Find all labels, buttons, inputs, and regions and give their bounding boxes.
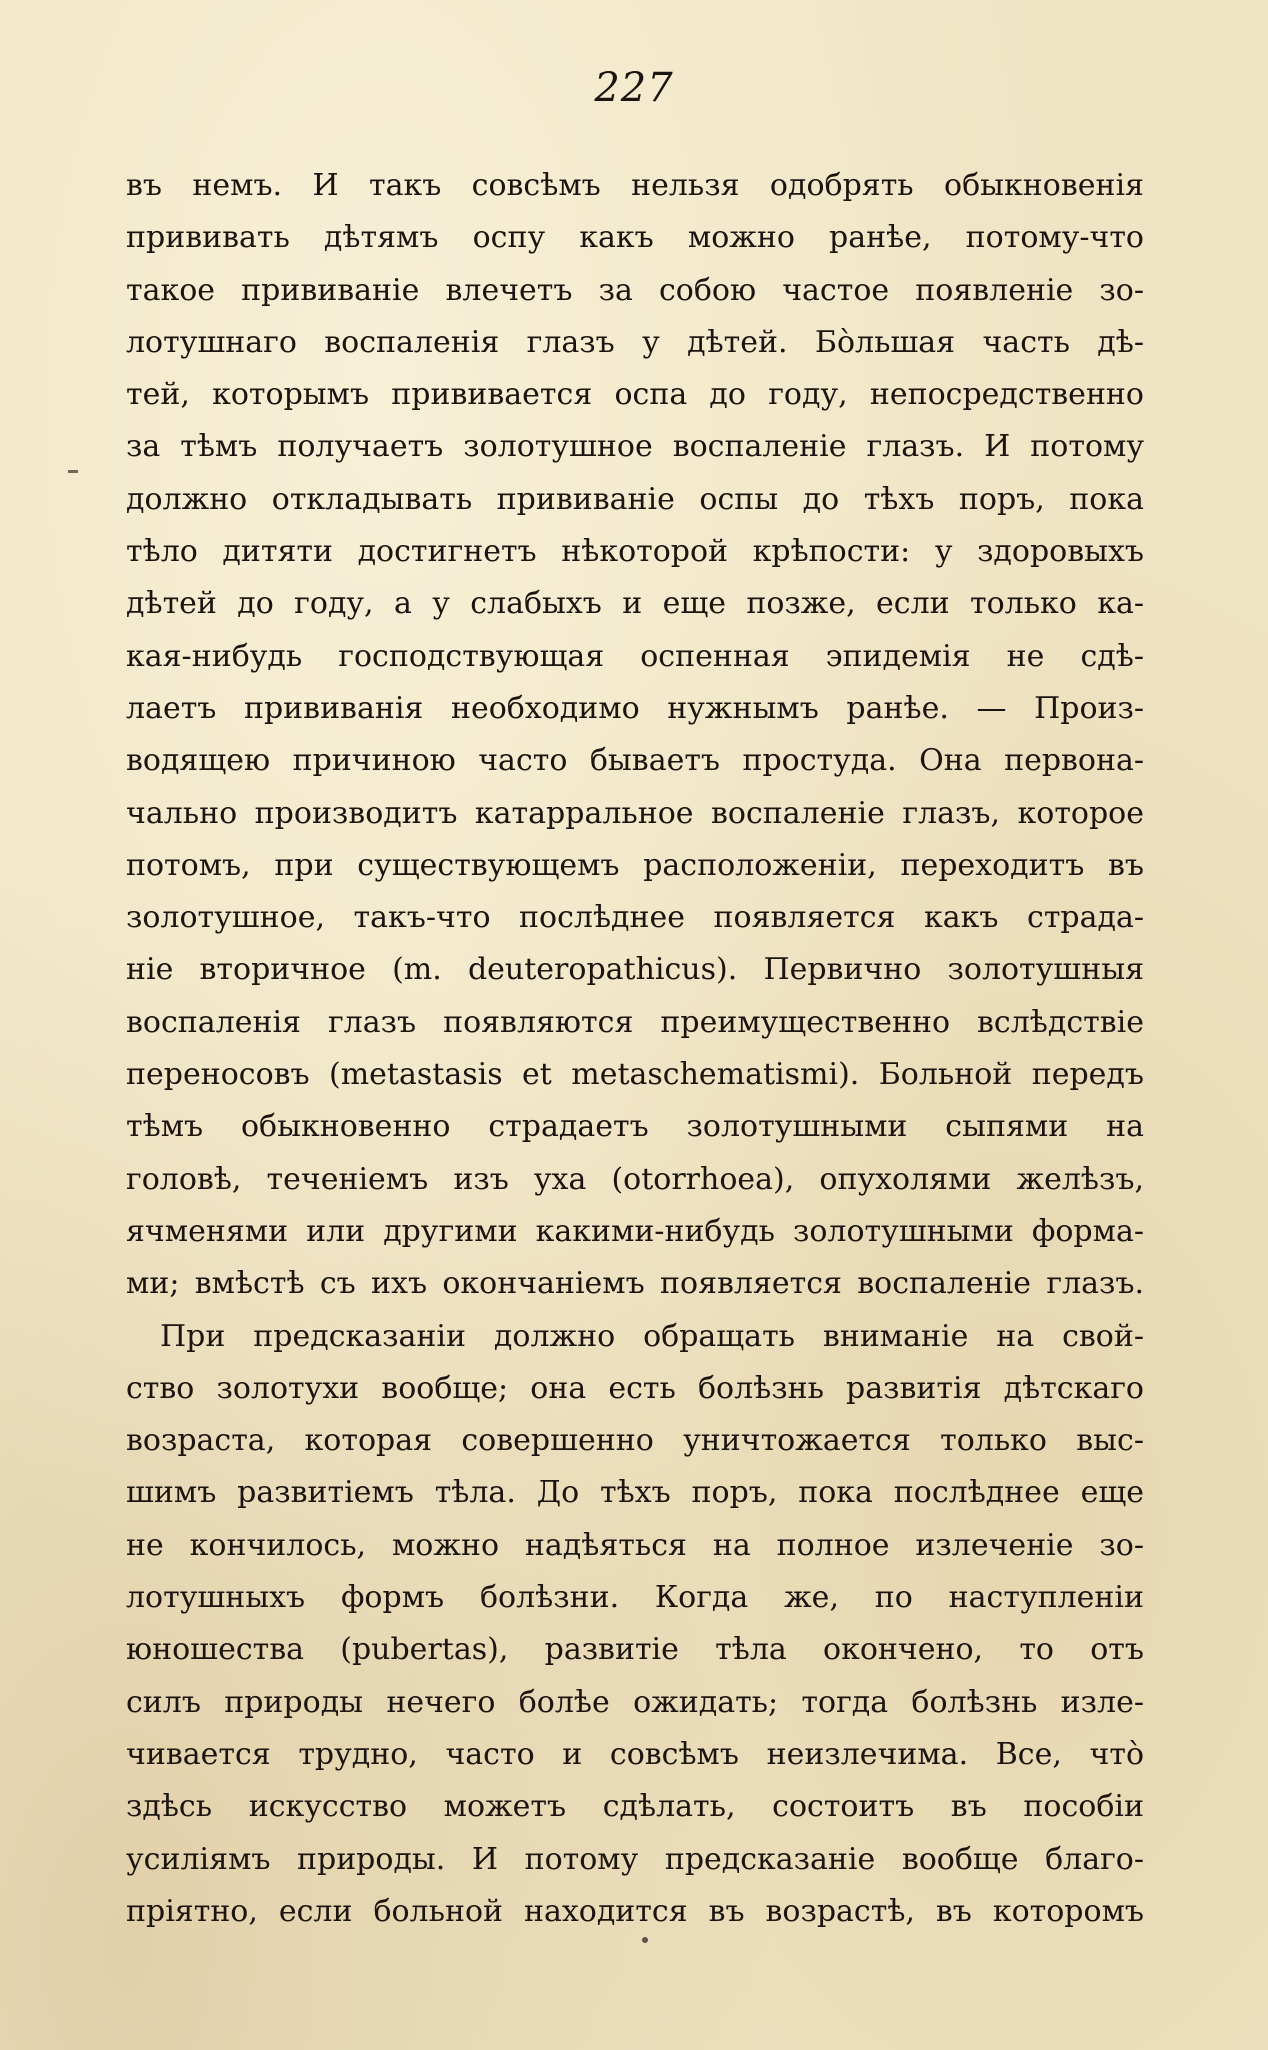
text-line: ячменями или другими какими-нибудь золотушными форма-: [126, 1213, 1144, 1249]
text-line: тей, которымъ прививается оспа до году, непосредственно: [126, 377, 1144, 413]
text-line: тѣмъ обыкновенно страдаетъ золотушными сыпями на: [126, 1109, 1144, 1145]
text-line: переносовъ (metastasis et metaschematismi). Больной передъ: [126, 1057, 1144, 1093]
text-line: не кончилось, можно надѣяться на полное излеченіе зо-: [126, 1527, 1144, 1563]
text-line: возраста, которая совершенно уничтожается только выс-: [126, 1423, 1144, 1459]
text-line: въ немъ. И такъ совсѣмъ нельзя одобрять обыкновенія: [126, 168, 1144, 203]
margin-mark: [68, 470, 78, 473]
page-number: 227: [594, 65, 674, 111]
text-line: силъ природы нечего болѣе ожидать; тогда болѣзнь изле-: [126, 1684, 1144, 1720]
text-line: кая-нибудь господствующая оспенная эпидемія не сдѣ-: [126, 638, 1144, 674]
text-line: чивается трудно, часто и совсѣмъ неизлечима. Все, что̀: [126, 1736, 1144, 1772]
text-line: ніе вторичное (m. deuteropathicus). Первично золотушныя: [126, 952, 1144, 988]
text-line: лаетъ прививанія необходимо нужнымъ ранѣе. — Произ-: [126, 690, 1144, 726]
text-line: ми; вмѣстѣ съ ихъ окончаніемъ появляется воспаленіе глазъ.: [126, 1266, 1144, 1302]
text-line: потомъ, при существующемъ расположеніи, переходитъ въ: [126, 847, 1144, 883]
text-line: лотушныхъ формъ болѣзни. Когда же, по наступленіи: [126, 1580, 1144, 1616]
text-line: шимъ развитіемъ тѣла. До тѣхъ поръ, пока послѣднее еще: [126, 1475, 1144, 1511]
text-line: воспаленія глазъ появляются преимущественно вслѣдствіе: [126, 1004, 1144, 1040]
text-line: здѣсь искусство можетъ сдѣлать, состоитъ въ пособіи: [126, 1789, 1144, 1825]
text-line: тѣло дитяти достигнетъ нѣкоторой крѣпости: у здоровыхъ: [126, 534, 1144, 570]
text-line: дѣтей до году, а у слабыхъ и еще позже, если только ка-: [126, 586, 1144, 622]
text-line: ство золотухи вообще; она есть болѣзнь развитія дѣтскаго: [126, 1370, 1144, 1406]
text-body: [126, 160, 1144, 1938]
text-line: При предсказаніи должно обращать вниманіе на свой-: [160, 1318, 1144, 1354]
text-line: прививать дѣтямъ оспу какъ можно ранѣе, потому-что: [126, 220, 1144, 256]
text-line: за тѣмъ получаетъ золотушное воспаленіе глазъ. И потому: [126, 429, 1144, 465]
print-dot-mark: [642, 1937, 648, 1943]
text-line: пріятно, если больной находится въ возрастѣ, въ которомъ: [126, 1893, 1144, 1929]
text-line: золотушное, такъ-что послѣднее появляется какъ страда-: [126, 900, 1144, 936]
text-line: усиліямъ природы. И потому предсказаніе вообще благо-: [126, 1841, 1144, 1877]
text-line: водящею причиною часто бываетъ простуда. Она первона-: [126, 743, 1144, 779]
text-line: головѣ, теченіемъ изъ уха (otorrhoea), опухолями желѣзъ,: [126, 1161, 1144, 1197]
text-line: чально производитъ катарральное воспаленіе глазъ, которое: [126, 795, 1144, 831]
text-line: такое прививаніе влечетъ за собою частое появленіе зо-: [126, 272, 1144, 308]
paragraph-1: [126, 160, 1144, 1311]
text-line: должно откладывать прививаніе оспы до тѣхъ поръ, пока: [126, 481, 1144, 517]
paragraph-2: [126, 1311, 1144, 1939]
text-line: лотушнаго воспаленія глазъ у дѣтей. Бо̀льшая часть дѣ-: [126, 324, 1144, 360]
text-line: юношества (pubertas), развитіе тѣла окончено, то отъ: [126, 1632, 1144, 1668]
